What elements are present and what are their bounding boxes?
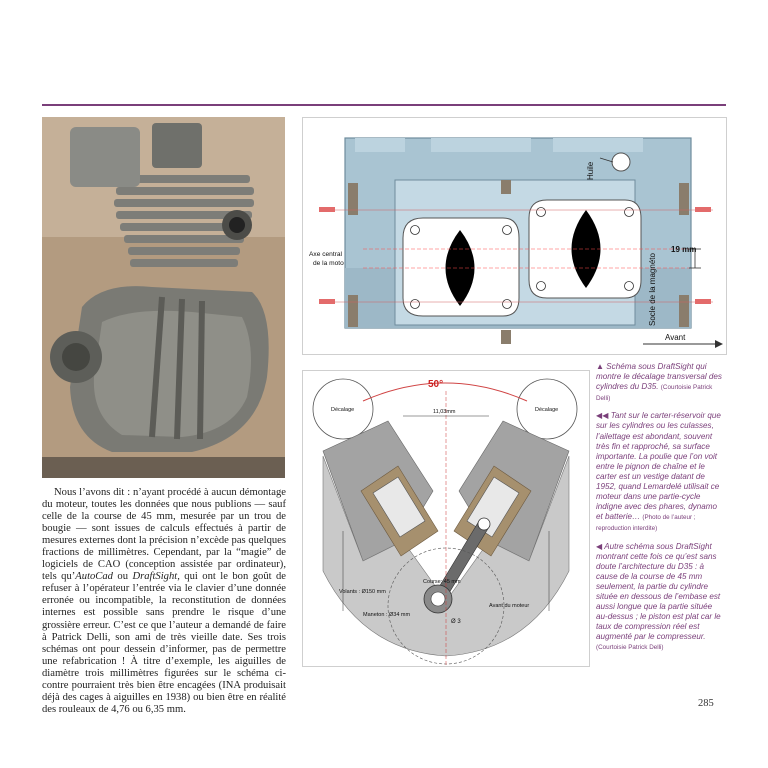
caption-1: ▲ Schéma sous DraftSight qui montre le décalage transversal des cylindres du D35. (Courtoisie Patrick Delli): [596, 362, 722, 403]
label-avant-moteur: Avant du moteur: [489, 603, 530, 609]
label-socle: Socle de la magnéto: [648, 253, 657, 326]
body-paragraph: Nous l’avons dit : n’ayant procédé à aucun démontage du moteur, toutes les données que nous publions — sauf celle de la course de 45 mm, mesurée par un trou de bougie — sont issues de calculs effectués à partir de mesures externes dont la précision n’excède pas quelques fractions de millimètres. Cependant, par la “magie” de logiciels de CAO (conception assistée par ordinateur), tels qu’AutoCad ou DraftSight, qui ont le bon goût de refuser à l’opérateur l’entrée via le clavier d’une donnée erronée ou incompatible, la reconstitution de données internes est possible sans prendre le risque d’une grossière erreur. C’est ce que l’auteur a demandé de faire à Patrick Delli, son ami de très vieille date. Ses trois schémas ont pour dessein d’informer, pas de permettre une refabrication ! À titre d’exemple, les aiguilles de diamètre trois millimètres figurées sur le schéma ci-contre pourraient très bien être encagées (INA produisait déjà des cages à aiguilles en 1938) ou bien être en réalité des rouleaux de 4,76 ou 6,35 mm.: [42, 487, 287, 715]
label-avant: Avant: [665, 333, 686, 342]
figure-cylinder-offset: [302, 117, 727, 355]
label-maneton: Maneton : Ø34 mm: [363, 612, 411, 618]
label-decalage-left: Décalage: [331, 407, 355, 413]
label-axe-central-2: de la moto: [313, 260, 344, 267]
caption-2: ◀◀ Tant sur le carter-réservoir que sur les cylindres ou les culasses, l’ailettage est abondant, souvent très fin et rapproché, sa surface importante. La poulie que l’on voit entre le pignon de chaîne et le carter est un vestige datant de 1952, quand Lemardelé utilisait ce moteur dans une partie-cycle indigne avec des phares, dynamo et batterie… (Photo de l’auteur ; reproduction interdite): [596, 411, 721, 533]
page-number: 285: [698, 698, 714, 709]
captions: [596, 362, 726, 661]
caption-3: ◀ Autre schéma sous DraftSight montrant cette fois ce qu’est sans doute l’architecture du D35 : à cause de la course de 45 mm seulement, la partie du cylindre située en dessous de l’embase est aussi longue que la partie située au-dessus ; le piston est plat car le taux de compression réel est augmenté par le compresseur. (Courtoisie Patrick Delli): [596, 541, 721, 652]
engine-photo: [42, 117, 285, 478]
label-course: Course: 45 mm: [423, 579, 461, 585]
label-huile: Huile: [586, 161, 595, 180]
figure-engine-section: [302, 370, 590, 667]
label-decalage-right: Décalage: [535, 407, 559, 413]
label-dim-top: 11,03mm: [433, 409, 456, 415]
label-axe-central-1: Axe central: [309, 251, 342, 258]
label-19mm: 19 mm: [671, 245, 697, 254]
label-volant: Volants : Ø150 mm: [339, 589, 386, 595]
body-text: [42, 487, 286, 716]
header-rule: [42, 104, 726, 106]
label-angle: 50°: [428, 379, 444, 390]
label-phi3: Ø 3: [451, 619, 461, 625]
